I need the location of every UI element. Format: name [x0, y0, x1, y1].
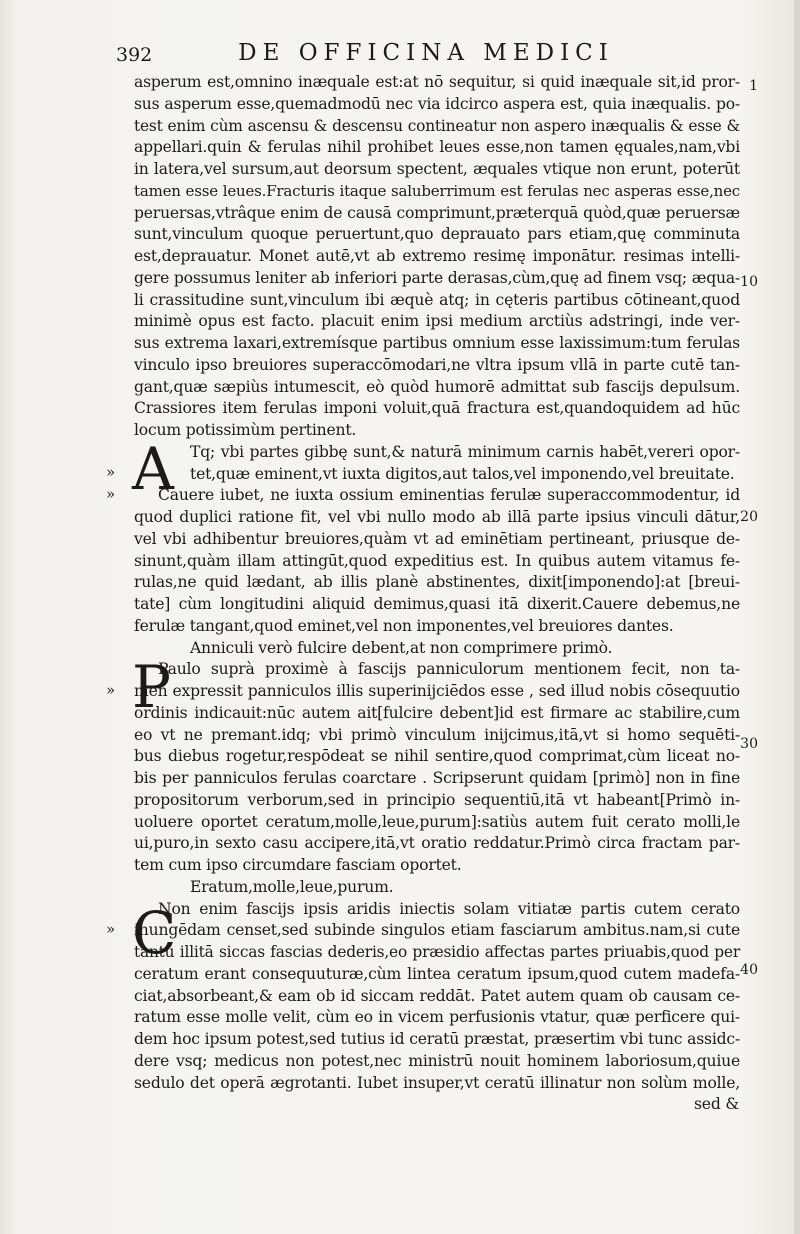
lemma-line: Tq; vbi partes gibbę sunt,& naturā minimum carnis habēt,vereri opor- — [190, 442, 740, 461]
text-line: gant,quæ sæpiùs intumescit, eò quòd humorē admittat sub fascijs depulsum. — [134, 377, 740, 396]
text-line: eo vt ne premant.idq; vbi primò vinculum inijcimus,itā,vt si homo sequēti- — [134, 725, 740, 744]
line-number: 1 — [749, 78, 758, 94]
text-line: sedulo det operā ægrotanti. Iubet insuper,vt ceratū illinatur non solùm molle, — [134, 1073, 740, 1092]
text-line: gere possumus leniter ab inferiori parte derasas,cùm,quę ad finem vsq; æqua- — [134, 268, 740, 287]
text-line: tate] cùm longitudini aliquid demimus,quasi itā dixerit.Cauere debemus,ne — [134, 595, 740, 613]
text-line: sinunt,quàm illam attingūt,quod expeditius est. In quibus autem vitamus fe- — [134, 551, 740, 570]
quote-mark: » — [106, 920, 116, 938]
text-line: inungēdam censet,sed subinde singulos etiam fasciarum ambitus.nam,si cute — [134, 921, 740, 940]
text-line: Paulo suprà proximè à fascijs panniculorum mentionem fecit, non ta- — [158, 660, 740, 679]
text-line: ferulæ tangant,quod eminet,vel non imponentes,vel breuiores dantes. — [134, 616, 674, 635]
text-line: sus extrema laxari,extremísque partibus omnium esse laxissimum:tum ferulas — [134, 334, 740, 352]
text-line: appellari.quin & ferulas nihil prohibet leues esse,non tamen ęquales,nam,vbi — [134, 138, 740, 157]
text-line: li crassitudine sunt,vinculum ibi æquè atq; in cęteris partibus cōtineant,quod — [134, 290, 740, 309]
page-number: 392 — [116, 44, 153, 66]
page-header — [116, 38, 736, 68]
text-line: sus asperum esse,quemadmodū nec via idcirco aspera est, quia inæqualis. po- — [134, 94, 740, 113]
text-line: rulas,ne quid lædant, ab illis planè abstinentes, dixit[imponendo]:at [breui- — [134, 573, 740, 592]
text-line: vel vbi adhibentur breuiores,quàm vt ad eminētiam pertineant, priusque de- — [134, 529, 740, 548]
text-line: in latera,vel sursum,aut deorsum spectent, æquales vtique non erunt, poterūt — [134, 160, 740, 178]
quote-mark: » — [106, 681, 116, 699]
text-line: Non enim fascijs ipsis aridis iniectis solam vitiatæ partis cutem cerato — [158, 899, 740, 918]
text-line: Crassiores item ferulas imponi voluit,quā fractura est,quandoquidem ad hūc — [134, 399, 740, 418]
text-line: bis per panniculos ferulas coarctare . Scripserunt quidam [primò] non in fine — [134, 769, 740, 787]
text-line: quod duplici ratione fit, vel vbi nullo modo ab illā parte ipsius vinculi dātur, — [134, 508, 740, 526]
text-line: sunt,vinculum quoque peruertunt,quo deprauato pars etiam,quę comminuta — [134, 225, 740, 244]
lemma-line: Anniculi verò fulcire debent,at non comprimere primò. — [190, 638, 613, 657]
text-line: tem cum ipso circumdare fasciam oportet. — [134, 856, 462, 874]
text-line: tamen esse leues.Fracturis itaque saluberrimum est ferulas nec asperas esse,nec — [134, 181, 740, 200]
line-number: 40 — [740, 962, 758, 978]
running-title: DE OFFICINA MEDICI — [238, 40, 614, 66]
text-line: asperum est,omnino inæquale est:at nō sequitur, si quid inæquale sit,id pror- — [134, 73, 740, 91]
text-line: ui,puro,in sexto casu accipere,itā,vt oratio reddatur.Primò circa fractam par- — [134, 834, 740, 853]
text-line: uoluere oportet ceratum,molle,leue,purum]:satiùs autem fuit cerato molli,le — [134, 812, 740, 831]
initial-letter: P — [132, 653, 172, 721]
line-number: 10 — [740, 274, 758, 290]
lemma-line: Eratum,molle,leue,purum. — [190, 877, 394, 896]
text-line: est,deprauatur. Monet autē,vt ab extremo resimę imponātur. resimas intelli- — [134, 247, 740, 265]
lemma-line: tet,quæ eminent,vt iuxta digitos,aut talos,vel imponendo,vel breuitate. — [190, 464, 735, 483]
initial-letter: C — [132, 899, 177, 967]
catchword: sed & — [694, 1095, 740, 1114]
line-number: 20 — [740, 509, 758, 525]
text-line: bus diebus rogetur,respōdeat se nihil sentire,quod comprimat,cùm liceat no- — [134, 747, 740, 766]
text-line: dere vsq; medicus non potest,nec ministrū nouit hominem laboriosum,quiue — [134, 1051, 740, 1070]
text-line: locum potissimùm pertinent. — [134, 421, 357, 439]
text-line: men expressit panniculos illis superinijciēdos esse , sed illud nobis cōsequutio — [134, 682, 740, 700]
initial-letter: A — [132, 435, 174, 503]
quote-mark: » — [106, 463, 116, 481]
text-line: ceratum erant consequuturæ,cùm lintea ceratum ipsum,quod cutem madefa- — [134, 964, 740, 983]
text-line: propositorum verborum,sed in principio sequentiū,itā vt habeant[Primò in- — [134, 790, 740, 809]
text-line: test enim cùm ascensu & descensu contineatur non aspero inæqualis & esse & — [134, 116, 740, 135]
text-line: ratum esse molle velit, cùm eo in vicem perfusionis vtatur, quæ perficere qui- — [134, 1008, 740, 1027]
line-number: 30 — [740, 736, 758, 752]
text-line: ciat,absorbeant,& eam ob id siccam reddāt. Patet autem quam ob causam ce- — [134, 986, 740, 1005]
text-line: tantū illitā siccas fascias dederis,eo præsidio affectas partes priuabis,quod per — [134, 943, 740, 961]
text-line: dem hoc ipsum potest,sed tutius id ceratū præstat, præsertim vbi tunc assidc- — [134, 1030, 740, 1048]
text-line: minimè opus est facto. placuit enim ipsi medium arctiùs adstringi, inde ver- — [134, 312, 740, 331]
text-line: ordinis indicauit:nūc autem ait[fulcire debent]id est firmare ac stabilire,cum — [134, 703, 740, 722]
page-edge — [794, 0, 800, 1234]
text-line: Cauere iubet, ne iuxta ossium eminentias ferulæ superaccommodentur, id — [158, 486, 740, 505]
text-line: peruersas,vtrâque enim de causā comprimunt,præterquā quòd,quæ peruersæ — [134, 203, 740, 222]
text-line: vinculo ipso breuiores superaccōmodari,ne vltra ipsum vllā in parte cutē tan- — [134, 355, 740, 374]
body-text — [134, 72, 740, 1116]
quote-mark: » — [106, 485, 116, 503]
